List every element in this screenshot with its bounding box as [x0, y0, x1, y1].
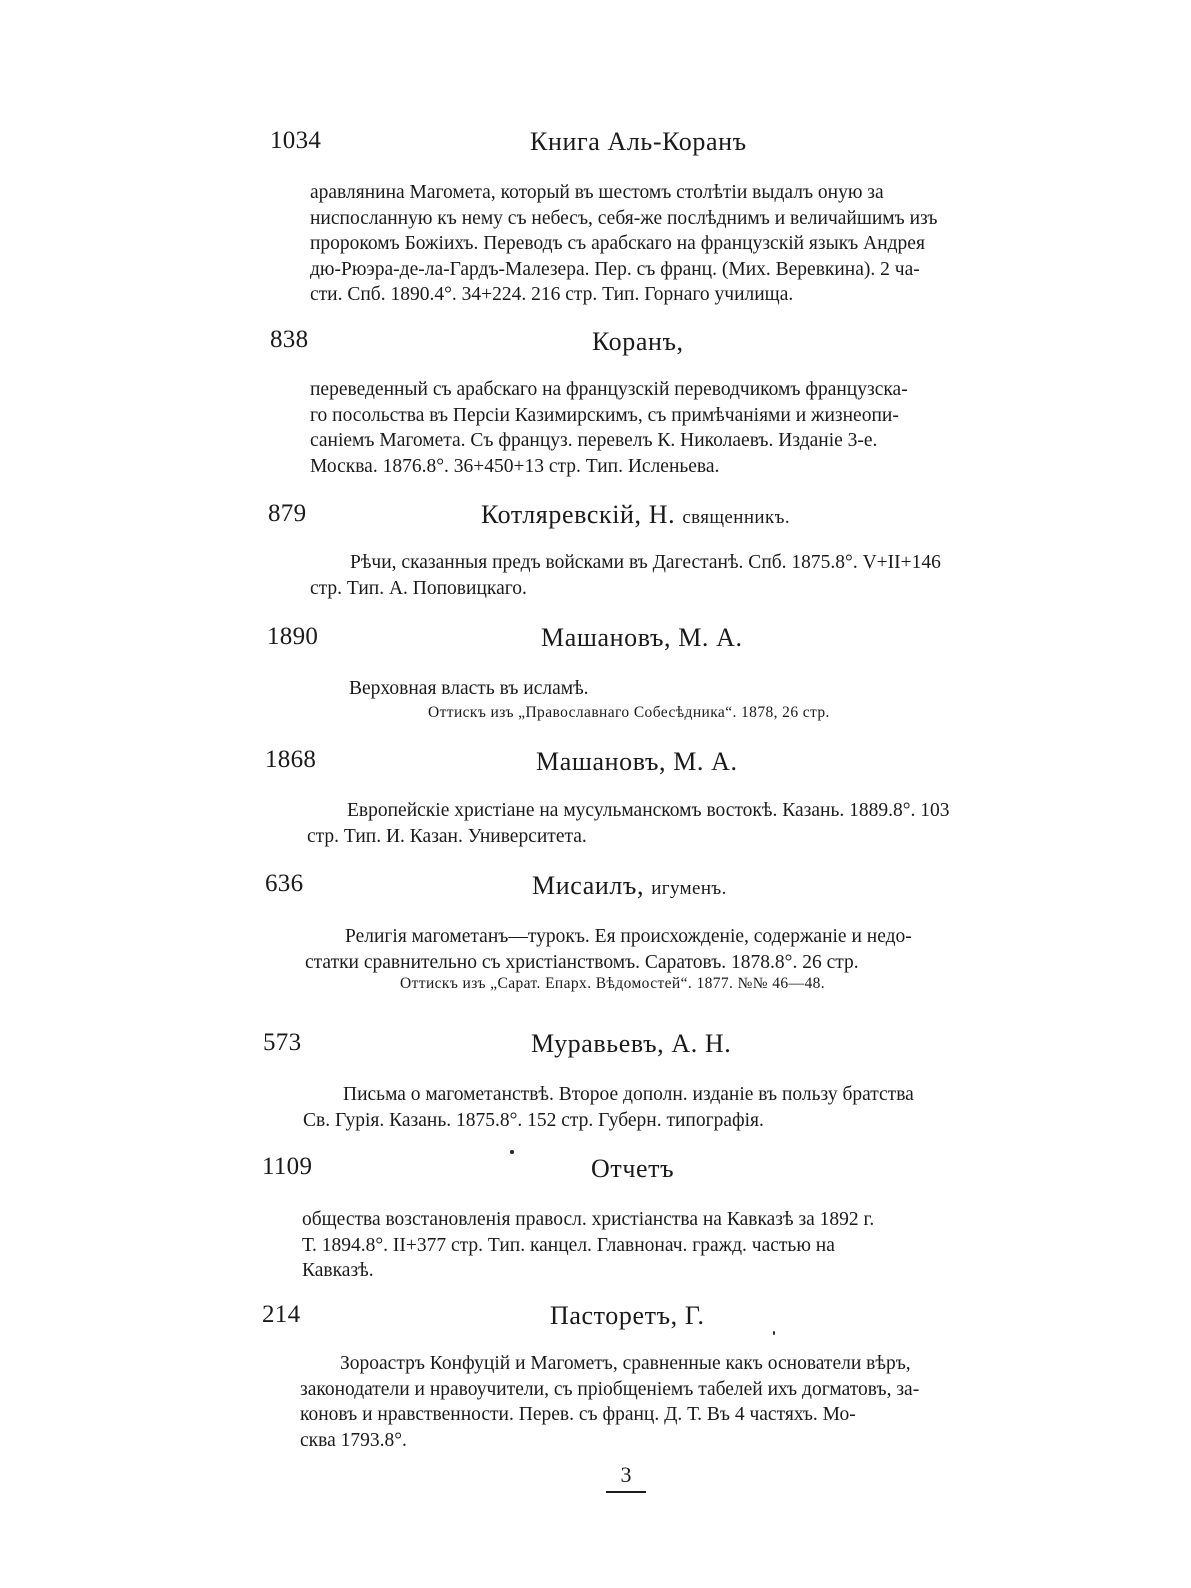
description-line: Религія магометанъ—турокъ. Ея происхожденіе, содержаніе и недо-: [345, 926, 912, 947]
description-line: го посольства въ Персіи Казимирскимъ, съ примѣчаніями и жизнеопи-: [310, 404, 899, 426]
entry-description: [310, 377, 960, 479]
description-line: законодатели и нравоучители, съ пріобщеніемъ табелей ихъ догматовъ, за-: [300, 1378, 920, 1400]
description-line: Зороастръ Конфуцій и Магометъ, сравненные какъ основатели вѣръ,: [340, 1353, 911, 1374]
entry-heading: Коранъ,: [592, 327, 684, 356]
description-line: Европейскіе христіане на мусульманскомъ востокѣ. Казань. 1889.8°. 103: [347, 800, 950, 821]
entry-number: 1890: [267, 623, 319, 650]
description-line: Т. 1894.8°. II+377 стр. Тип. канцел. Главнонач. гражд. частью на: [302, 1234, 835, 1256]
description-line: саніемъ Магомета. Съ француз. перевелъ К. Николаевъ. Изданіе 3-е.: [310, 430, 878, 451]
page-number: 3: [606, 1462, 646, 1493]
entry-number: 1868: [265, 746, 317, 773]
entry-number: 838: [270, 326, 309, 353]
entry-description: [302, 1207, 960, 1284]
offprint-note: Оттискъ изъ „Сарат. Епарх. Вѣдомостей“. 1877. №№ 46—48.: [400, 975, 826, 992]
description-line: аравлянина Магомета, который въ шестомъ столѣтіи выдалъ оную за: [310, 182, 884, 203]
entry-heading: Машановъ, М. А.: [536, 747, 738, 776]
entry-description: [305, 924, 960, 975]
description-line: Кавказѣ.: [302, 1260, 374, 1281]
entry-number: 636: [265, 870, 304, 897]
description-line: переведенный съ арабскаго на французскій переводчикомъ французска-: [310, 379, 908, 400]
description-line: сква 1793.8°.: [300, 1429, 407, 1451]
entry-heading: [532, 871, 727, 901]
entry-heading: Отчетъ: [591, 1154, 675, 1183]
description-line: статки сравнительно съ христіанствомъ. Саратовъ. 1878.8°. 26 стр.: [305, 951, 859, 973]
scan-speck: [510, 1150, 514, 1154]
entry-heading: Книга Аль-Коранъ: [530, 127, 747, 156]
entry-heading: Муравьевъ, А. Н.: [531, 1029, 732, 1058]
entry-description: [303, 1082, 961, 1133]
entry-description: [349, 676, 949, 702]
entry-number: 214: [262, 1301, 301, 1328]
description-line: коновъ и нравственности. Перев. съ франц. Д. Т. Въ 4 частяхъ. Мо-: [300, 1404, 856, 1425]
description-line: стр. Тип. И. Казан. Университета.: [307, 825, 587, 847]
description-line: Письма о магометанствѣ. Второе дополн. изданіе въ пользу братства: [343, 1084, 914, 1105]
entry-description: [307, 798, 962, 849]
entry-number: 573: [263, 1029, 302, 1056]
description-line: сти. Спб. 1890.4°. 34+224. 216 стр. Тип. Горнаго училища.: [310, 284, 794, 305]
description-line: Св. Гурія. Казань. 1875.8°. 152 стр. Губерн. типографія.: [303, 1109, 764, 1131]
description-line: пророкомъ Божіихъ. Переводъ съ арабскаго на французскій языкъ Андрея: [310, 233, 925, 254]
heading-title: священникъ.: [682, 507, 790, 528]
offprint-note: Оттискъ изъ „Православнаго Собесѣдника“. 1878, 26 стр.: [428, 704, 830, 721]
entry-description: [310, 180, 960, 308]
description-line: дю-Рюэра-де-ла-Гардъ-Малезера. Пер. съ франц. (Мих. Веревкина). 2 ча-: [310, 258, 920, 280]
heading-name: Котляревскій, Н.: [481, 500, 676, 529]
entry-heading: Машановъ, М. А.: [541, 623, 743, 652]
description-line: общества возстановленія правосл. христіанства на Кавказѣ за 1892 г.: [302, 1209, 875, 1230]
description-line: Верховная власть въ исламѣ.: [349, 678, 589, 699]
entry-heading: Пасторетъ, Г.: [550, 1301, 705, 1330]
entry-number: 1109: [262, 1153, 313, 1180]
heading-title: игуменъ.: [651, 878, 727, 899]
description-line: Москва. 1876.8°. 36+450+13 стр. Тип. Исленьева.: [310, 455, 720, 477]
description-line: стр. Тип. А. Поповицкаго.: [310, 577, 527, 599]
description-line: ниспосланную къ нему съ небесъ, себя-же послѣднимъ и величайшимъ изъ: [310, 207, 938, 229]
heading-name: Мисаилъ,: [532, 871, 645, 900]
scan-speck: [773, 1331, 775, 1335]
entry-number: 879: [268, 500, 307, 527]
entry-description: [300, 1351, 960, 1453]
description-line: Рѣчи, сказанныя предъ войсками въ Дагестанѣ. Спб. 1875.8°. V+II+146: [350, 552, 941, 573]
entry-description: [310, 550, 960, 601]
entry-heading: [481, 500, 790, 530]
entry-number: 1034: [270, 127, 322, 154]
